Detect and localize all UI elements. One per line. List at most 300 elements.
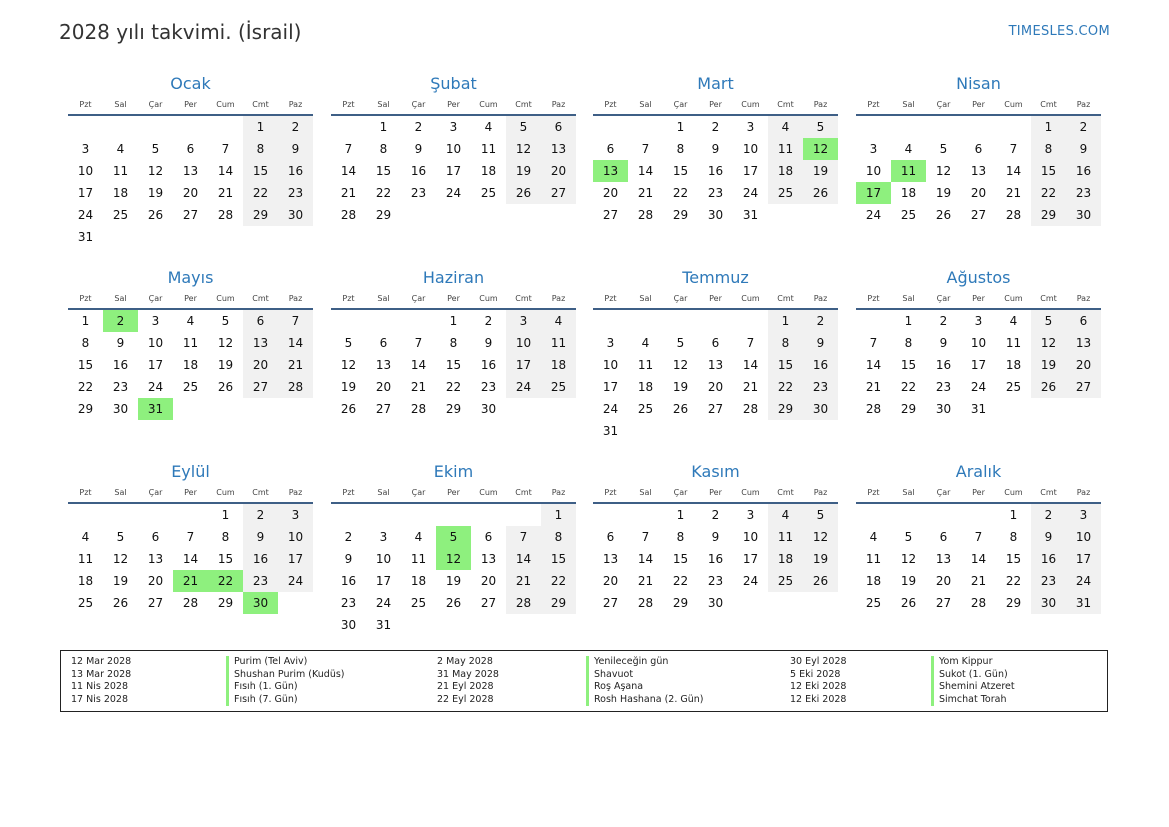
day-cell: 8 [676, 142, 685, 156]
day-cell: 1 [541, 504, 576, 526]
day-cell: 6 [1066, 310, 1101, 332]
day-cell: 26 [112, 596, 129, 610]
day-cell: 15 [541, 548, 576, 570]
day-cell: 27 [970, 208, 987, 222]
day-cell: 27 [480, 596, 497, 610]
weekday-label: Çar [148, 100, 163, 109]
day-cell: 18 [541, 354, 576, 376]
day-cell: 5 [904, 530, 913, 544]
empty-cell [926, 504, 961, 526]
legend-date: 11 Nis 2028 [71, 681, 128, 693]
day-cell: 14 [278, 332, 313, 354]
day-cell: 17 [602, 380, 619, 394]
day-cell: 1 [676, 120, 685, 134]
holiday-cell: 2 [103, 310, 138, 332]
day-grid [331, 310, 576, 420]
day-cell: 6 [939, 530, 948, 544]
day-cell: 27 [375, 402, 392, 416]
weekday-label: Cmt [777, 294, 794, 303]
weekday-label: Per [184, 100, 197, 109]
day-cell: 15 [1031, 160, 1066, 182]
day-cell: 3 [278, 504, 313, 526]
day-cell: 13 [602, 552, 619, 566]
day-cell: 6 [606, 142, 615, 156]
day-cell: 2 [484, 314, 493, 328]
weekday-label: Çar [936, 488, 951, 497]
day-cell: 20 [602, 574, 619, 588]
day-cell: 28 [410, 402, 427, 416]
weekday-header [68, 96, 313, 116]
day-cell: 9 [711, 142, 720, 156]
weekday-label: Cmt [1040, 488, 1057, 497]
day-cell: 8 [676, 530, 685, 544]
day-cell: 17 [147, 358, 164, 372]
weekday-label: Pzt [867, 294, 880, 303]
day-cell: 25 [112, 208, 129, 222]
day-cell: 19 [445, 574, 462, 588]
day-cell: 29 [672, 596, 689, 610]
holiday-cell: 13 [593, 160, 628, 182]
legend-holiday-name: Roş Aşana [586, 681, 704, 694]
weekday-header [68, 290, 313, 310]
day-cell: 30 [340, 618, 357, 632]
day-cell: 3 [81, 142, 90, 156]
weekday-label: Pzt [342, 294, 355, 303]
day-cell: 23 [707, 186, 724, 200]
day-cell: 3 [506, 310, 541, 332]
day-cell: 18 [182, 358, 199, 372]
month-name: Şubat [430, 74, 477, 93]
day-cell: 21 [1005, 186, 1022, 200]
weekday-label: Sal [114, 294, 127, 303]
day-cell: 14 [865, 358, 882, 372]
day-cell: 5 [221, 314, 230, 328]
day-cell: 27 [935, 596, 952, 610]
day-cell: 7 [221, 142, 230, 156]
day-cell: 19 [147, 186, 164, 200]
empty-cell [891, 504, 926, 526]
day-cell: 2 [1066, 116, 1101, 138]
day-cell: 5 [939, 142, 948, 156]
weekday-header [331, 290, 576, 310]
day-cell: 29 [445, 402, 462, 416]
day-cell: 8 [1031, 138, 1066, 160]
day-cell: 11 [112, 164, 129, 178]
weekday-label: Paz [1076, 100, 1091, 109]
day-cell: 23 [707, 574, 724, 588]
weekday-label: Pzt [867, 100, 880, 109]
day-cell: 8 [541, 526, 576, 548]
day-cell: 5 [116, 530, 125, 544]
day-cell: 15 [1005, 552, 1022, 566]
day-cell: 25 [77, 596, 94, 610]
weekday-header [331, 96, 576, 116]
weekday-label: Sal [902, 100, 915, 109]
day-cell: 22 [243, 182, 278, 204]
day-cell: 7 [869, 336, 878, 350]
day-cell: 13 [970, 164, 987, 178]
day-cell: 18 [480, 164, 497, 178]
day-cell: 30 [1066, 204, 1101, 226]
day-cell: 24 [506, 376, 541, 398]
day-grid [593, 310, 838, 442]
day-cell: 4 [768, 504, 803, 526]
weekday-header [856, 484, 1101, 504]
legend-holiday-name: Fısıh (1. Gün) [226, 681, 345, 694]
empty-cell [663, 310, 698, 332]
legend-holiday-name: Shemini Atzeret [931, 681, 1015, 694]
day-cell: 20 [707, 380, 724, 394]
day-cell: 12 [340, 358, 357, 372]
month-block [331, 72, 576, 226]
day-cell: 3 [1066, 504, 1101, 526]
page-title: 2028 yılı takvimi. (İsrail) [59, 20, 302, 44]
weekday-label: Sal [377, 294, 390, 303]
weekday-label: Pzt [342, 488, 355, 497]
weekday-label: Cmt [1040, 294, 1057, 303]
holiday-legend [60, 650, 1108, 712]
weekday-label: Cum [216, 294, 235, 303]
day-cell: 4 [116, 142, 125, 156]
weekday-label: Cum [479, 488, 498, 497]
day-cell: 28 [182, 596, 199, 610]
day-cell: 29 [1031, 204, 1066, 226]
day-cell: 28 [1005, 208, 1022, 222]
day-cell: 15 [672, 164, 689, 178]
holiday-cell: 17 [856, 182, 891, 204]
day-cell: 15 [672, 552, 689, 566]
day-cell: 23 [803, 376, 838, 398]
day-cell: 6 [711, 336, 720, 350]
empty-cell [331, 310, 366, 332]
weekday-label: Sal [639, 294, 652, 303]
legend-names-column [226, 656, 345, 706]
day-cell: 26 [672, 402, 689, 416]
legend-date: 31 May 2028 [437, 668, 499, 680]
day-cell: 23 [410, 186, 427, 200]
day-cell: 19 [672, 380, 689, 394]
weekday-label: Pzt [79, 488, 92, 497]
weekday-label: Sal [902, 488, 915, 497]
day-cell: 13 [935, 552, 952, 566]
day-cell: 6 [379, 336, 388, 350]
day-cell: 19 [112, 574, 129, 588]
day-cell: 30 [707, 208, 724, 222]
legend-holiday-name: Yom Kippur [931, 656, 1015, 669]
day-cell: 10 [445, 142, 462, 156]
day-cell: 24 [742, 186, 759, 200]
weekday-label: Çar [936, 100, 951, 109]
day-cell: 2 [939, 314, 948, 328]
day-cell: 14 [1005, 164, 1022, 178]
day-cell: 22 [541, 570, 576, 592]
legend-holiday-name: Simchat Torah [931, 694, 1015, 707]
weekday-label: Çar [673, 488, 688, 497]
day-cell: 1 [449, 314, 458, 328]
day-cell: 3 [151, 314, 160, 328]
day-cell: 21 [278, 354, 313, 376]
day-cell: 11 [480, 142, 497, 156]
day-cell: 16 [935, 358, 952, 372]
day-cell: 10 [278, 526, 313, 548]
day-cell: 12 [147, 164, 164, 178]
day-cell: 14 [637, 164, 654, 178]
day-cell: 24 [865, 208, 882, 222]
day-cell: 21 [410, 380, 427, 394]
legend-date: 12 Mar 2028 [71, 656, 132, 667]
day-cell: 27 [147, 596, 164, 610]
day-cell: 22 [672, 186, 689, 200]
day-cell: 28 [637, 208, 654, 222]
empty-cell [628, 310, 663, 332]
day-grid [856, 116, 1101, 226]
day-cell: 18 [1005, 358, 1022, 372]
weekday-label: Pzt [604, 294, 617, 303]
weekday-label: Per [972, 294, 985, 303]
day-cell: 4 [186, 314, 195, 328]
day-cell: 17 [742, 164, 759, 178]
weekday-label: Cmt [252, 488, 269, 497]
day-cell: 14 [340, 164, 357, 178]
day-cell: 7 [641, 142, 650, 156]
weekday-label: Çar [673, 100, 688, 109]
day-cell: 12 [112, 552, 129, 566]
weekday-label: Cmt [515, 100, 532, 109]
legend-holiday-name: Shushan Purim (Kudüs) [226, 669, 345, 682]
weekday-label: Cum [216, 488, 235, 497]
empty-cell [856, 116, 891, 138]
legend-date: 21 Eyl 2028 [437, 681, 494, 693]
day-cell: 14 [742, 358, 759, 372]
day-cell: 8 [81, 336, 90, 350]
day-cell: 24 [278, 570, 313, 592]
day-cell: 22 [900, 380, 917, 394]
holiday-cell: 22 [208, 570, 243, 592]
empty-cell [331, 116, 366, 138]
holiday-cell: 21 [173, 570, 208, 592]
holiday-cell: 12 [436, 548, 471, 570]
day-cell: 5 [151, 142, 160, 156]
day-cell: 1 [676, 508, 685, 522]
empty-cell [366, 310, 401, 332]
weekday-label: Cmt [1040, 100, 1057, 109]
day-cell: 23 [935, 380, 952, 394]
weekday-label: Per [184, 294, 197, 303]
weekday-label: Per [709, 100, 722, 109]
weekday-header [593, 96, 838, 116]
day-cell: 13 [243, 332, 278, 354]
weekday-label: Cum [1004, 488, 1023, 497]
day-cell: 6 [541, 116, 576, 138]
day-cell: 26 [900, 596, 917, 610]
weekday-header [856, 290, 1101, 310]
day-cell: 16 [480, 358, 497, 372]
day-cell: 30 [278, 204, 313, 226]
day-cell: 24 [602, 402, 619, 416]
day-cell: 31 [742, 208, 759, 222]
day-cell: 30 [707, 596, 724, 610]
day-cell: 7 [974, 530, 983, 544]
day-cell: 16 [410, 164, 427, 178]
empty-cell [401, 310, 436, 332]
day-cell: 21 [865, 380, 882, 394]
day-cell: 5 [676, 336, 685, 350]
empty-cell [436, 504, 471, 526]
day-cell: 17 [742, 552, 759, 566]
day-cell: 9 [243, 526, 278, 548]
day-cell: 28 [970, 596, 987, 610]
day-cell: 4 [768, 116, 803, 138]
empty-cell [891, 116, 926, 138]
day-cell: 10 [77, 164, 94, 178]
day-cell: 6 [606, 530, 615, 544]
day-cell: 26 [340, 402, 357, 416]
day-cell: 16 [112, 358, 129, 372]
day-cell: 9 [344, 552, 353, 566]
day-cell: 20 [243, 354, 278, 376]
day-cell: 13 [147, 552, 164, 566]
day-cell: 2 [803, 310, 838, 332]
day-cell: 9 [1031, 526, 1066, 548]
day-cell: 27 [182, 208, 199, 222]
day-cell: 15 [445, 358, 462, 372]
day-cell: 17 [1066, 548, 1101, 570]
day-cell: 16 [243, 548, 278, 570]
weekday-label: Çar [411, 294, 426, 303]
legend-date: 5 Eki 2028 [790, 668, 841, 680]
day-cell: 19 [900, 574, 917, 588]
day-cell: 22 [445, 380, 462, 394]
day-cell: 20 [1066, 354, 1101, 376]
empty-cell [208, 116, 243, 138]
day-cell: 29 [77, 402, 94, 416]
day-cell: 5 [803, 504, 838, 526]
day-cell: 29 [672, 208, 689, 222]
weekday-label: Paz [813, 294, 828, 303]
day-cell: 12 [935, 164, 952, 178]
day-cell: 6 [186, 142, 195, 156]
day-cell: 4 [904, 142, 913, 156]
day-cell: 25 [541, 376, 576, 398]
day-cell: 2 [1031, 504, 1066, 526]
day-cell: 22 [672, 574, 689, 588]
empty-cell [593, 116, 628, 138]
day-cell: 30 [112, 402, 129, 416]
day-cell: 1 [1009, 508, 1018, 522]
month-name: Eylül [171, 462, 210, 481]
day-cell: 10 [375, 552, 392, 566]
empty-cell [173, 116, 208, 138]
day-cell: 19 [217, 358, 234, 372]
empty-cell [68, 116, 103, 138]
day-cell: 25 [182, 380, 199, 394]
day-cell: 14 [410, 358, 427, 372]
day-grid [856, 504, 1101, 614]
weekday-header [331, 484, 576, 504]
day-cell: 17 [445, 164, 462, 178]
weekday-label: Paz [288, 488, 303, 497]
day-cell: 19 [506, 160, 541, 182]
day-cell: 18 [77, 574, 94, 588]
day-cell: 12 [803, 526, 838, 548]
day-cell: 13 [182, 164, 199, 178]
legend-date: 2 May 2028 [437, 656, 493, 667]
day-cell: 19 [1031, 354, 1066, 376]
month-name: Ekim [433, 462, 474, 481]
day-cell: 27 [243, 376, 278, 398]
month-block [331, 460, 576, 636]
day-cell: 28 [865, 402, 882, 416]
empty-cell [961, 116, 996, 138]
day-cell: 28 [742, 402, 759, 416]
day-cell: 2 [711, 508, 720, 522]
legend-holiday-name: Rosh Hashana (2. Gün) [586, 694, 704, 707]
empty-cell [471, 504, 506, 526]
weekday-label: Çar [411, 488, 426, 497]
day-cell: 4 [484, 120, 493, 134]
day-cell: 29 [243, 204, 278, 226]
day-cell: 31 [77, 230, 94, 244]
day-cell: 3 [746, 508, 755, 522]
weekday-label: Sal [377, 100, 390, 109]
weekday-label: Sal [114, 488, 127, 497]
day-cell: 20 [935, 574, 952, 588]
day-cell: 4 [869, 530, 878, 544]
month-block [856, 266, 1101, 420]
day-cell: 29 [541, 592, 576, 614]
month-name: Haziran [422, 268, 485, 287]
empty-cell [331, 504, 366, 526]
day-cell: 4 [1009, 314, 1018, 328]
day-cell: 28 [340, 208, 357, 222]
day-cell: 29 [375, 208, 392, 222]
day-cell: 1 [904, 314, 913, 328]
day-cell: 6 [484, 530, 493, 544]
day-cell: 13 [1066, 332, 1101, 354]
day-grid [68, 310, 313, 420]
holiday-cell: 31 [138, 398, 173, 420]
day-cell: 9 [116, 336, 125, 350]
day-cell: 9 [711, 530, 720, 544]
day-cell: 9 [803, 332, 838, 354]
day-cell: 4 [541, 310, 576, 332]
day-cell: 27 [602, 596, 619, 610]
day-cell: 12 [217, 336, 234, 350]
day-cell: 26 [1031, 376, 1066, 398]
month-block [68, 266, 313, 420]
day-cell: 14 [637, 552, 654, 566]
day-cell: 21 [506, 570, 541, 592]
empty-cell [593, 504, 628, 526]
day-cell: 30 [803, 398, 838, 420]
weekday-label: Cum [479, 100, 498, 109]
day-cell: 18 [637, 380, 654, 394]
day-cell: 16 [707, 164, 724, 178]
legend-date: 30 Eyl 2028 [790, 656, 847, 667]
day-cell: 19 [340, 380, 357, 394]
weekday-label: Cum [216, 100, 235, 109]
site-link[interactable]: TIMESLES.COM [1008, 24, 1110, 39]
weekday-label: Çar [148, 488, 163, 497]
day-cell: 21 [340, 186, 357, 200]
day-cell: 8 [768, 332, 803, 354]
day-grid [593, 504, 838, 614]
empty-cell [103, 116, 138, 138]
month-block [68, 460, 313, 614]
day-cell: 8 [1009, 530, 1018, 544]
day-cell: 19 [935, 186, 952, 200]
empty-cell [856, 310, 891, 332]
